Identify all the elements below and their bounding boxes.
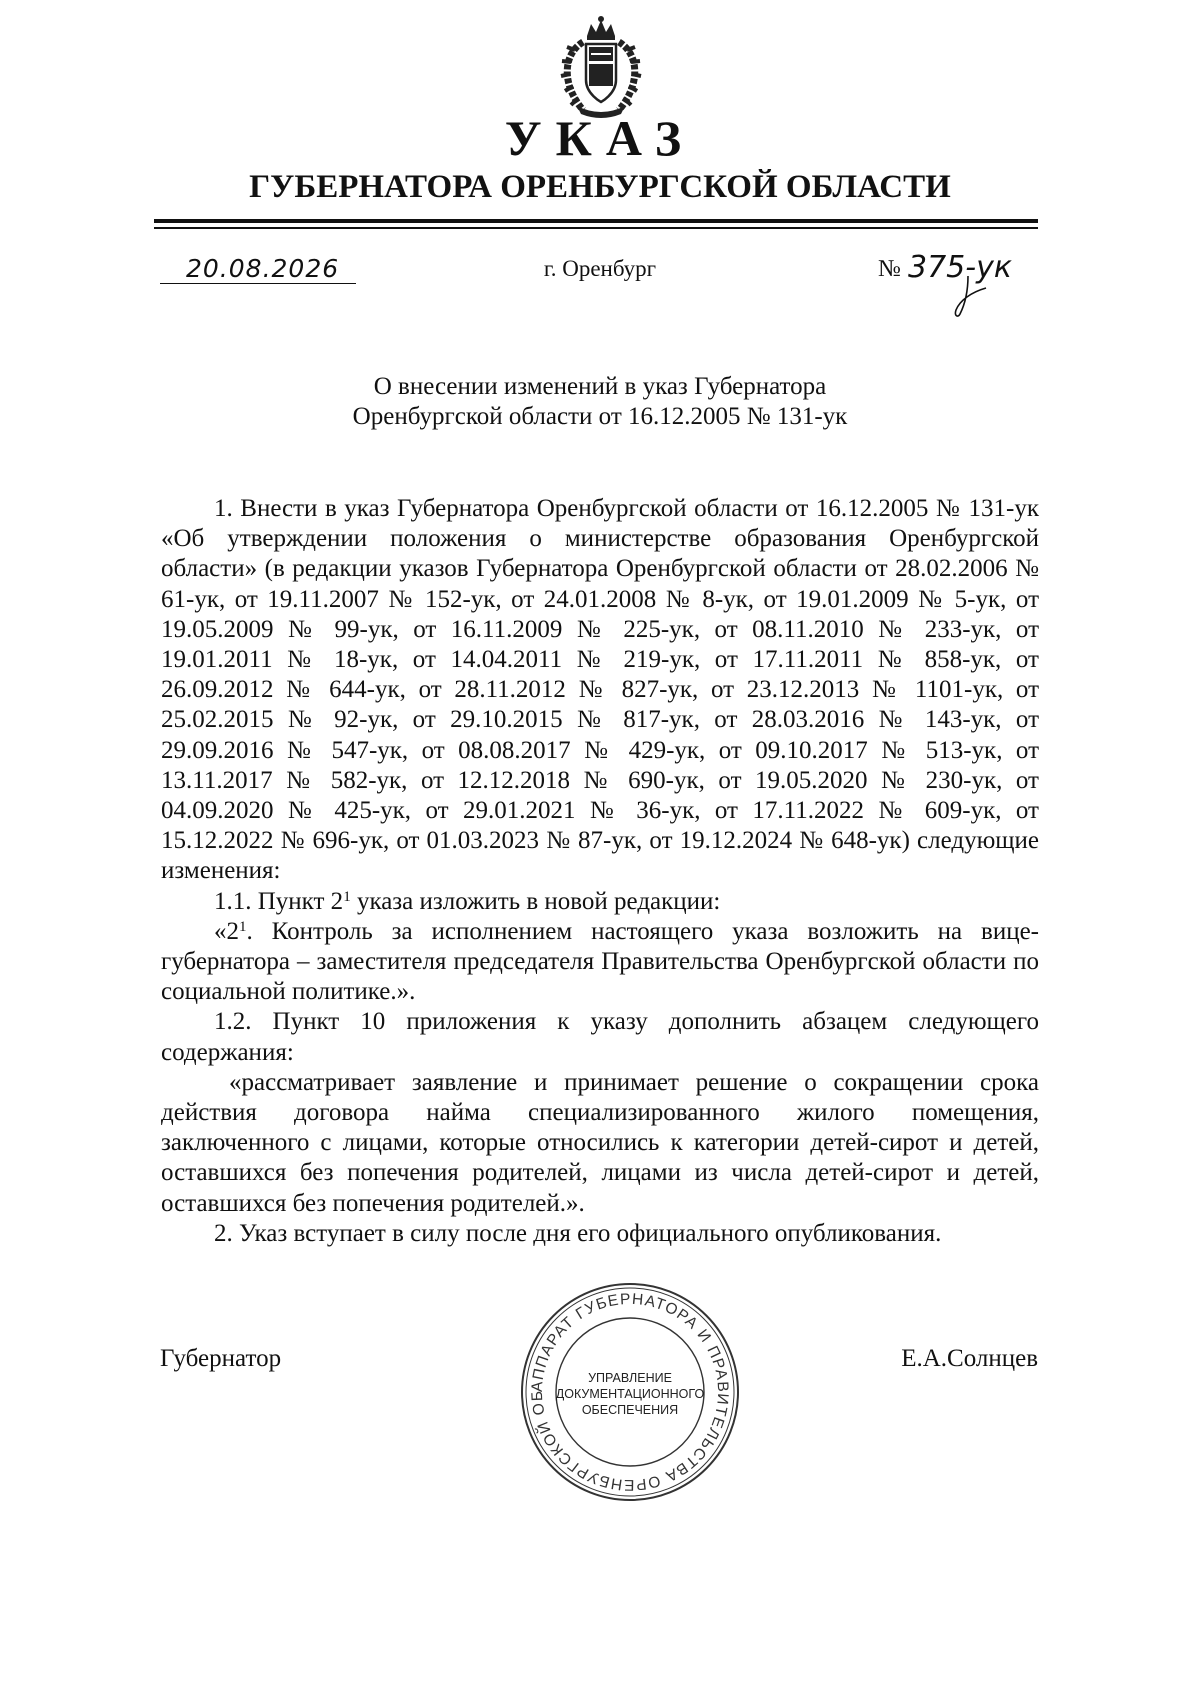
signer-name: Е.А.Солнцев — [901, 1345, 1038, 1372]
paragraph-1-1-end: указа изложить в новой редакции: — [350, 887, 721, 915]
document-title: УКАЗ — [504, 110, 696, 166]
handwriting-stroke-icon — [948, 270, 998, 320]
official-seal — [518, 1280, 742, 1504]
paragraph-quote-1 — [161, 917, 1039, 1008]
document-body — [161, 494, 1039, 1249]
city-label: г. Оренбург — [543, 256, 657, 281]
paragraph-1-1 — [161, 887, 1039, 917]
seal-line-2: ДОКУМЕНТАЦИОННОГО — [555, 1387, 705, 1401]
coat-of-arms-icon — [553, 14, 649, 120]
paragraph-quote-2: «рассматривает заявление и принимает решение о сокращении срока действия договора найма специализированного жилого помещения, заключенного с лицами, которые относились к категории детей-сирот и детей, оставшихся без попечения родителей, лицами из числа детей-сирот и детей, оставшихся без попечения родителей.». — [161, 1068, 1039, 1217]
header-rule-thin — [154, 227, 1038, 229]
document-issuer: ГУБЕРНАТОРА ОРЕНБУРГСКОЙ ОБЛАСТИ — [249, 169, 951, 205]
paragraph-1: 1. Внести в указ Губернатора Оренбургской области от 16.12.2005 № 131-ук «Об утверждении положения о министерстве образования Оренбургской области» (в редакции указов Губернатора Оренбургской области от 28.02.2006 № 61-ук, от 19.11.2007 № 152-ук, от 24.01.2008 № 8-ук, от 19.01.2009 № 5-ук, от 19.05.2009 № 99-ук, от 16.11.2009 № 225-ук, от 08.11.2010 № 233-ук, от 19.01.2011 № 18-ук, от 14.04.2011 № 219-ук, от 17.11.2011 № 858-ук, от 26.09.2012 № 644-ук, от 28.11.2012 № 827-ук, от 23.12.2013 № 1101-ук, от 25.02.2015 № 92-ук, от 29.10.2015 № 817-ук, от 28.03.2016 № 143-ук, от 29.09.2016 № 547-ук, от 08.08.2017 № 429-ук, от 09.10.2017 № 513-ук, от 13.11.2017 № 582-ук, от 12.12.2018 № 690-ук, от 19.05.2020 № 230-ук, от 04.09.2020 № 425-ук, от 29.01.2021 № 36-ук, от 17.11.2022 № 609-ук, от 15.12.2022 № 696-ук, от 01.03.2023 № 87-ук, от 19.12.2024 № 648-ук) следующие изменения: — [161, 495, 1039, 885]
header-rule-thick — [154, 219, 1038, 223]
paragraph-1-2: 1.2. Пункт 10 приложения к указу дополнить абзацем следующего содержания: — [161, 1008, 1039, 1066]
quote-1-start: «2 — [214, 917, 239, 945]
signer-position: Губернатор — [160, 1345, 282, 1372]
date-handwritten: 20.08.2026 — [186, 254, 340, 283]
paragraph-2: 2. Указ вступает в силу после дня его официального опубликования. — [214, 1219, 942, 1247]
number-handwritten: 375-ук — [908, 250, 1012, 285]
document-subject — [0, 372, 1200, 432]
seal-line-1: УПРАВЛЕНИЕ — [588, 1371, 672, 1385]
seal-ring-text: АППАРАТ ГУБЕРНАТОРА И ПРАВИТЕЛЬСТВА ОРЕНБУРГСКОЙ ОБ — [528, 1290, 732, 1494]
document-number-field — [878, 250, 1038, 316]
superscript: 1 — [343, 888, 351, 905]
paragraph-1-1-start: 1.1. Пункт 2 — [214, 887, 344, 915]
seal-center-text — [518, 1370, 742, 1418]
subject-line-2: Оренбургской области от 16.12.2005 № 131-ук — [352, 403, 848, 430]
subject-line-1: О внесении изменений в указ Губернатора — [373, 373, 827, 400]
number-sign: № — [878, 256, 901, 282]
quote-1-end: . Контроль за исполнением настоящего указа возложить на вице-губернатора – заместителя председателя Правительства Оренбургской области по социальной политике.». — [161, 917, 1039, 1006]
date-underline — [160, 283, 356, 284]
superscript: 1 — [239, 918, 247, 935]
seal-line-3: ОБЕСПЕЧЕНИЯ — [581, 1403, 679, 1417]
